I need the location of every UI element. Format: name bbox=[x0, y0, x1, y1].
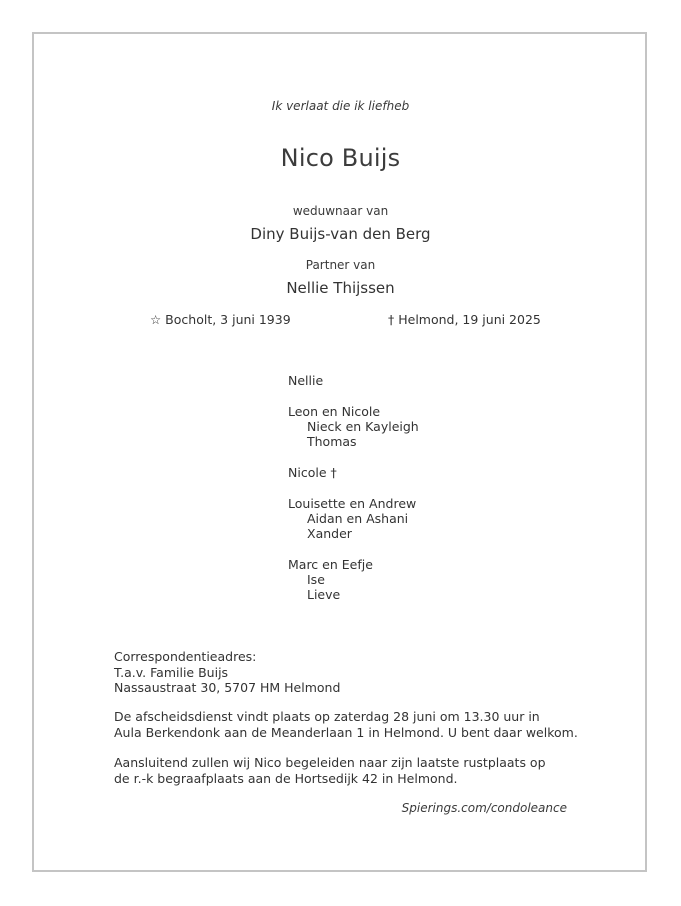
burial-line: de r.-k begraafplaats aan de Hortsedijk 42 in Helmond. bbox=[114, 770, 458, 786]
correspondence-block bbox=[114, 649, 340, 696]
family-member: Nellie bbox=[288, 373, 324, 388]
death-date: † Helmond, 19 juni 2025 bbox=[388, 312, 541, 327]
condolence-link[interactable]: Spierings.com/condoleance bbox=[401, 801, 567, 815]
relation2-label: Partner van bbox=[305, 258, 376, 272]
family-grandchild: Aidan en Ashani bbox=[307, 510, 409, 526]
deceased-name: Nico Buijs bbox=[280, 144, 401, 172]
birth-date: ☆ Bocholt, 3 juni 1939 bbox=[150, 312, 291, 327]
relation2-name: Nellie Thijssen bbox=[286, 279, 395, 297]
family-member: Louisette en Andrew bbox=[288, 495, 417, 511]
motto: Ik verlaat die ik liefheb bbox=[271, 99, 410, 113]
family-grandchild: Lieve bbox=[307, 587, 341, 603]
relation1-label: weduwnaar van bbox=[292, 204, 389, 218]
family-group bbox=[288, 404, 419, 450]
family-grandchild: Xander bbox=[307, 525, 352, 541]
family-grandchild: Nieck en Kayleigh bbox=[307, 418, 419, 434]
service-block bbox=[114, 709, 578, 740]
burial-block bbox=[114, 755, 546, 786]
family-group bbox=[288, 373, 419, 388]
family-group bbox=[288, 496, 419, 542]
family-member: Nicole † bbox=[288, 464, 337, 480]
family-grandchild: Ise bbox=[307, 571, 325, 587]
burial-line: Aansluitend zullen wij Nico begeleiden naar zijn laatste rustplaats op bbox=[114, 755, 546, 770]
family-group bbox=[288, 465, 419, 480]
service-line: Aula Berkendonk aan de Meanderlaan 1 in Helmond. U bent daar welkom. bbox=[114, 724, 578, 740]
family-list bbox=[288, 373, 419, 618]
correspondence-heading: Correspondentieadres: bbox=[114, 649, 257, 664]
family-grandchild: Thomas bbox=[307, 434, 357, 450]
service-line: De afscheidsdienst vindt plaats op zaterdag 28 juni om 13.30 uur in bbox=[114, 709, 540, 724]
family-member: Marc en Eefje bbox=[288, 556, 373, 572]
relation1-name: Diny Buijs-van den Berg bbox=[250, 225, 431, 243]
correspondence-line: T.a.v. Familie Buijs bbox=[114, 664, 229, 680]
family-group bbox=[288, 557, 419, 603]
family-member: Leon en Nicole bbox=[288, 403, 381, 419]
correspondence-address: Nassaustraat 30, 5707 HM Helmond bbox=[114, 680, 341, 695]
